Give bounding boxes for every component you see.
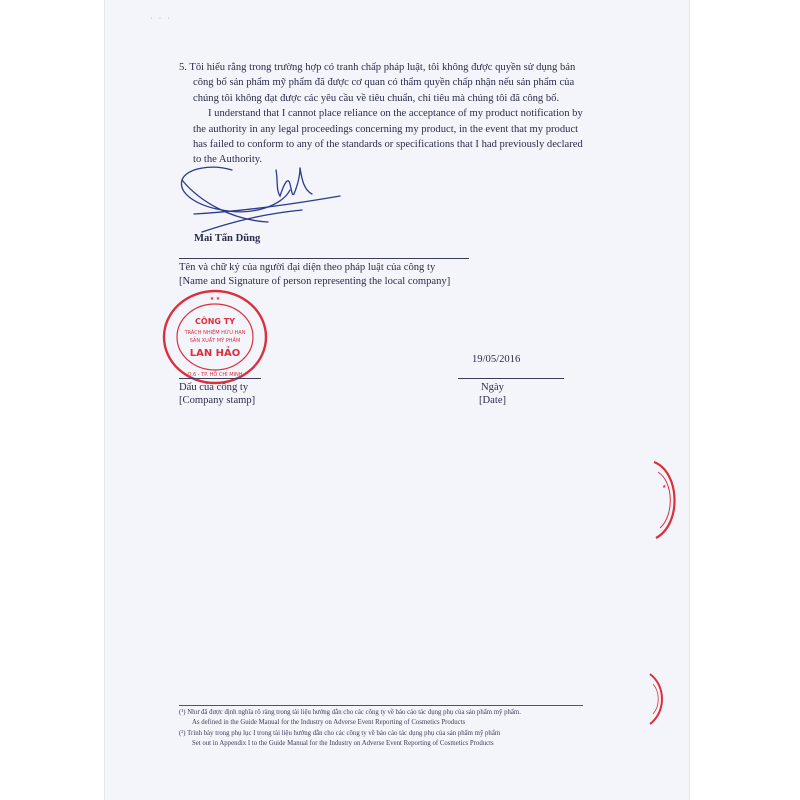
stamp-label-vi: Dấu của công ty xyxy=(179,382,249,393)
footnotes xyxy=(179,708,521,750)
svg-text:Q.6 - TP. HỒ CHÍ MINH: Q.6 - TP. HỒ CHÍ MINH xyxy=(187,372,243,378)
svg-text:★: ★ xyxy=(662,484,667,490)
clause-5-en-line-2: the authority in any legal proceedings concerning my product, in the event that my product xyxy=(193,123,579,135)
footnote-1-vi: (¹) Như đã được định nghĩa rõ ràng trong tài liệu hướng dẫn cho các công ty về báo cáo tác dụng phụ của sản phẩm mỹ phẩm. xyxy=(179,709,521,716)
signatory-name: Mai Tấn Dũng xyxy=(194,233,261,244)
date-label-vi: Ngày xyxy=(481,382,504,393)
svg-text:CÔNG TY: CÔNG TY xyxy=(195,317,235,326)
footnote-separator xyxy=(179,705,583,706)
date-label-en: [Date] xyxy=(479,395,507,406)
svg-text:SẢN XUẤT MỸ PHẨM: SẢN XUẤT MỸ PHẨM xyxy=(189,338,241,344)
stamp-line xyxy=(179,378,261,379)
clause-5-en-line-3: has failed to conform to any of the standards or specifications that I had previously declared xyxy=(193,139,583,151)
clause-5-en-line-1: I understand that I cannot place reliance on the acceptance of my product notification by xyxy=(208,108,583,120)
svg-text:TRÁCH NHIỆM HỮU HẠN: TRÁCH NHIỆM HỮU HẠN xyxy=(184,330,246,336)
footnote-1-en: As defined in the Guide Manual for the Industry on Adverse Event Reporting of Cosmetics Products xyxy=(192,719,466,727)
svg-text:LAN HẢO: LAN HẢO xyxy=(189,348,241,359)
clause-5-vi-line-2: công bố sản phẩm mỹ phẩm đã được cơ quan có thẩm quyền chấp nhận nếu sản phẩm của xyxy=(193,77,575,89)
signatory-caption-vi: Tên và chữ ký của người đại diện theo pháp luật của công ty xyxy=(179,262,436,273)
signature-line xyxy=(179,258,469,259)
svg-text:★ ★: ★ ★ xyxy=(209,296,221,302)
date-line xyxy=(458,378,564,379)
stamp-label-en: [Company stamp] xyxy=(179,395,256,406)
seal-fragment-margin xyxy=(640,458,680,542)
footnote-2-vi: (²) Trình bày trong phụ lục I trong tài liệu hướng dẫn cho các công ty về báo cáo tác dụng phụ của sản phẩm mỹ phẩm xyxy=(179,729,501,737)
clause-5-en-line-4: to the Authority. xyxy=(193,154,263,166)
company-seal xyxy=(160,288,270,386)
clause-5-vi-line-1: 5. Tôi hiểu rằng trong trường hợp có tranh chấp pháp luật, tôi không được quyền sử dụng bản xyxy=(179,62,576,73)
signatory-caption-en: [Name and Signature of person representing the local company] xyxy=(179,276,451,287)
signing-date: 19/05/2016 xyxy=(472,354,521,365)
footnote-2-en: Set out in Appendix I to the Guide Manual for the Industry on Adverse Event Reporting of Cosmetics Products xyxy=(192,740,494,748)
seal-fragment-margin-lower xyxy=(640,672,666,726)
clause-5-vi-line-3: chúng tôi không đạt được các yêu cầu về tiêu chuẩn, chỉ tiêu mà chúng tôi đã công bố. xyxy=(193,92,560,104)
handwritten-signature xyxy=(172,150,352,245)
scan-speckle: · · · xyxy=(150,14,172,23)
